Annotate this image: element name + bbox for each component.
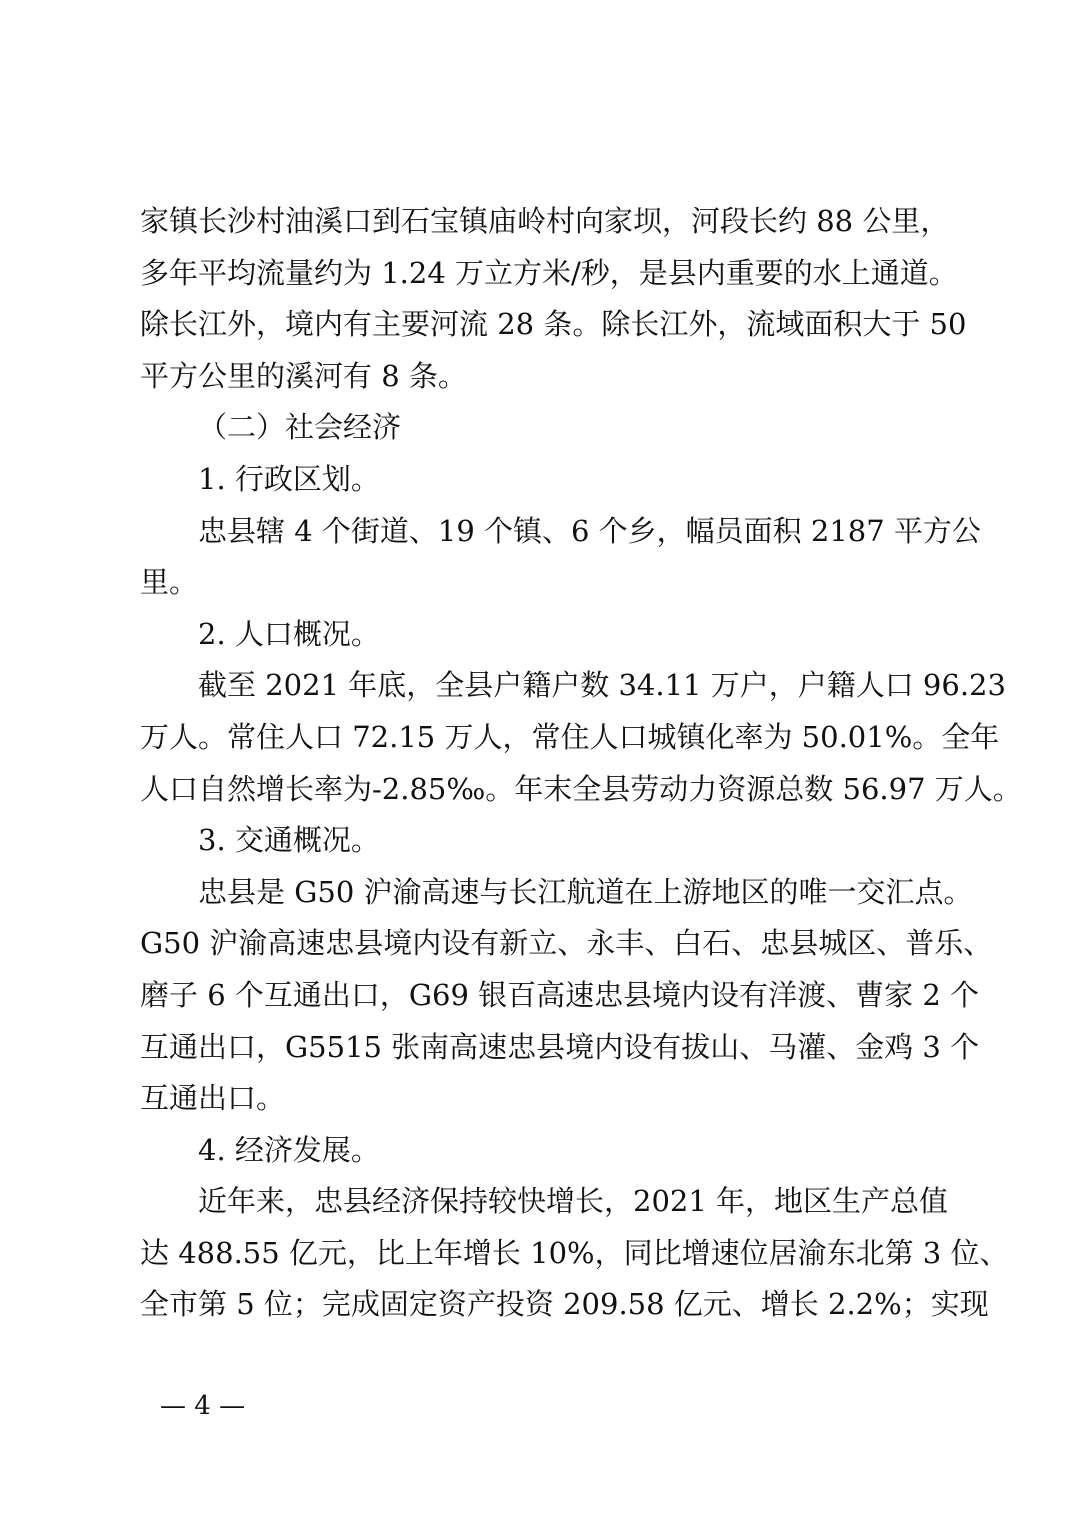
section-heading: （二）社会经济	[198, 410, 402, 445]
item-title-economy: 4. 经济发展。	[198, 1132, 380, 1167]
item-title-transport: 3. 交通概况。	[198, 823, 380, 858]
paragraph-line: 除长江外，境内有主要河流 28 条。除长江外，流域面积大于 50	[140, 307, 967, 342]
paragraph-line: 里。	[140, 565, 199, 600]
paragraph-line: 近年来，忠县经济保持较快增长，2021 年，地区生产总值	[198, 1184, 949, 1219]
paragraph-line: 忠县辖 4 个街道、19 个镇、6 个乡，幅员面积 2187 平方公	[198, 513, 981, 548]
paragraph-line: 全市第 5 位；完成固定资产投资 209.58 亿元、增长 2.2%；实现	[140, 1287, 989, 1322]
paragraph-line: 磨子 6 个互通出口，G69 银百高速忠县境内设有洋渡、曹家 2 个	[140, 977, 980, 1012]
document-body	[140, 196, 1022, 1331]
paragraph-line: 平方公里的溪河有 8 条。	[140, 358, 467, 393]
paragraph-line: 多年平均流量约为 1.24 万立方米/秒，是县内重要的水上通道。	[140, 255, 958, 290]
paragraph-line: 万人。常住人口 72.15 万人，常住人口城镇化率为 50.01%。全年	[140, 719, 1000, 754]
item-title-population: 2. 人口概况。	[198, 616, 380, 651]
paragraph-line: 家镇长沙村油溪口到石宝镇庙岭村向家坝，河段长约 88 公里，	[140, 204, 950, 238]
paragraph-line: 达 488.55 亿元，比上年增长 10%，同比增速位居渝东北第 3 位、	[140, 1235, 1009, 1270]
paragraph-line: 忠县是 G50 沪渝高速与长江航道在上游地区的唯一交汇点。	[198, 874, 973, 909]
paragraph-line: 互通出口，G5515 张南高速忠县境内设有拔山、马灌、金鸡 3 个	[140, 1029, 980, 1064]
paragraph-line: 截至 2021 年底，全县户籍户数 34.11 万户，户籍人口 96.23	[198, 668, 1006, 703]
paragraph-line: 人口自然增长率为-2.85‰。年末全县劳动力资源总数 56.97 万人。	[140, 771, 1022, 806]
paragraph-line: G50 沪渝高速忠县境内设有新立、永丰、白石、忠县城区、普乐、	[140, 926, 993, 961]
page-number: — 4 —	[160, 1391, 246, 1421]
item-title-admin-division: 1. 行政区划。	[198, 461, 380, 496]
paragraph-line: 互通出口。	[140, 1081, 286, 1116]
